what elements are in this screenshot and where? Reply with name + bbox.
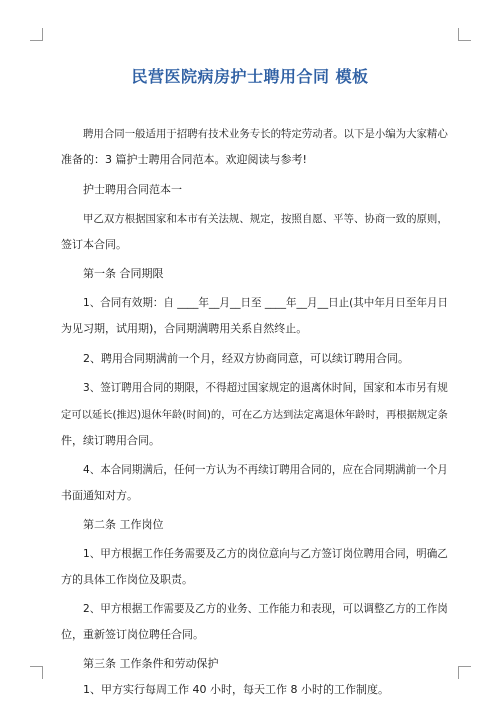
crop-mark-top-left: [30, 28, 43, 41]
article-heading-2: 第二条 工作岗位: [83, 518, 164, 531]
paragraph-line: 甲乙双方根据国家和本市有关法规、规定，按照自愿、平等、协商一致的原则，: [83, 213, 448, 225]
article-heading-3: 第三条 工作条件和劳动保护: [83, 657, 219, 670]
paragraph-line: 1、甲方实行每周工作 40 小时，每天工作 8 小时的工作制度。: [83, 683, 389, 696]
article-heading-1: 第一条 合同期限: [83, 267, 164, 280]
document-title: 民营医院病房护士聘用合同 模板: [131, 67, 369, 86]
crop-mark-bottom-left: [30, 666, 43, 679]
intro-line-2: 准备的：3 篇护士聘用合同范本。欢迎阅读与参考!: [61, 153, 307, 166]
paragraph-line: 定可以延长(推迟)退休年龄(时间)的，可在乙方达到法定离退休年龄时，再根据规定条: [61, 409, 448, 421]
paragraph-line: 为见习期，试用期)，合同期满聘用关系自然终止。: [61, 322, 308, 335]
crop-mark-top-right: [458, 28, 471, 41]
paragraph-line: 件，续订聘用合同。: [61, 434, 160, 447]
paragraph-line: 1、合同有效期：自 ____年__月__日至 ____年__月__日止(其中年月日至年月日: [83, 297, 449, 309]
paragraph-line: 2、聘用合同期满前一个月，经双方协商同意，可以续订聘用合同。: [83, 352, 409, 365]
paragraph-line: 2、甲方根据工作需要及乙方的业务、工作能力和表现，可以调整乙方的工作岗: [83, 603, 448, 615]
paragraph-line: 4、本合同期满后，任何一方认为不再续订聘用合同的，应在合同期满前一个月: [83, 464, 448, 476]
paragraph-line: 签订本合同。: [61, 238, 127, 251]
intro-line-1: 聘用合同一般适用于招聘有技术业务专长的特定劳动者。以下是小编为大家精心: [83, 128, 448, 140]
section-heading-sample-one: 护士聘用合同范本一: [83, 183, 182, 196]
paragraph-line: 方的具体工作岗位及职责。: [61, 573, 193, 586]
paragraph-line: 位，重新签订岗位聘任合同。: [61, 628, 204, 641]
paragraph-line: 3、签订聘用合同的期限，不得超过国家规定的退离休时间，国家和本市另有规: [83, 382, 448, 394]
paragraph-line: 书面通知对方。: [61, 489, 138, 502]
paragraph-line: 1、甲方根据工作任务需要及乙方的岗位意向与乙方签订岗位聘用合同，明确乙: [83, 548, 448, 560]
crop-mark-bottom-right: [458, 666, 471, 679]
